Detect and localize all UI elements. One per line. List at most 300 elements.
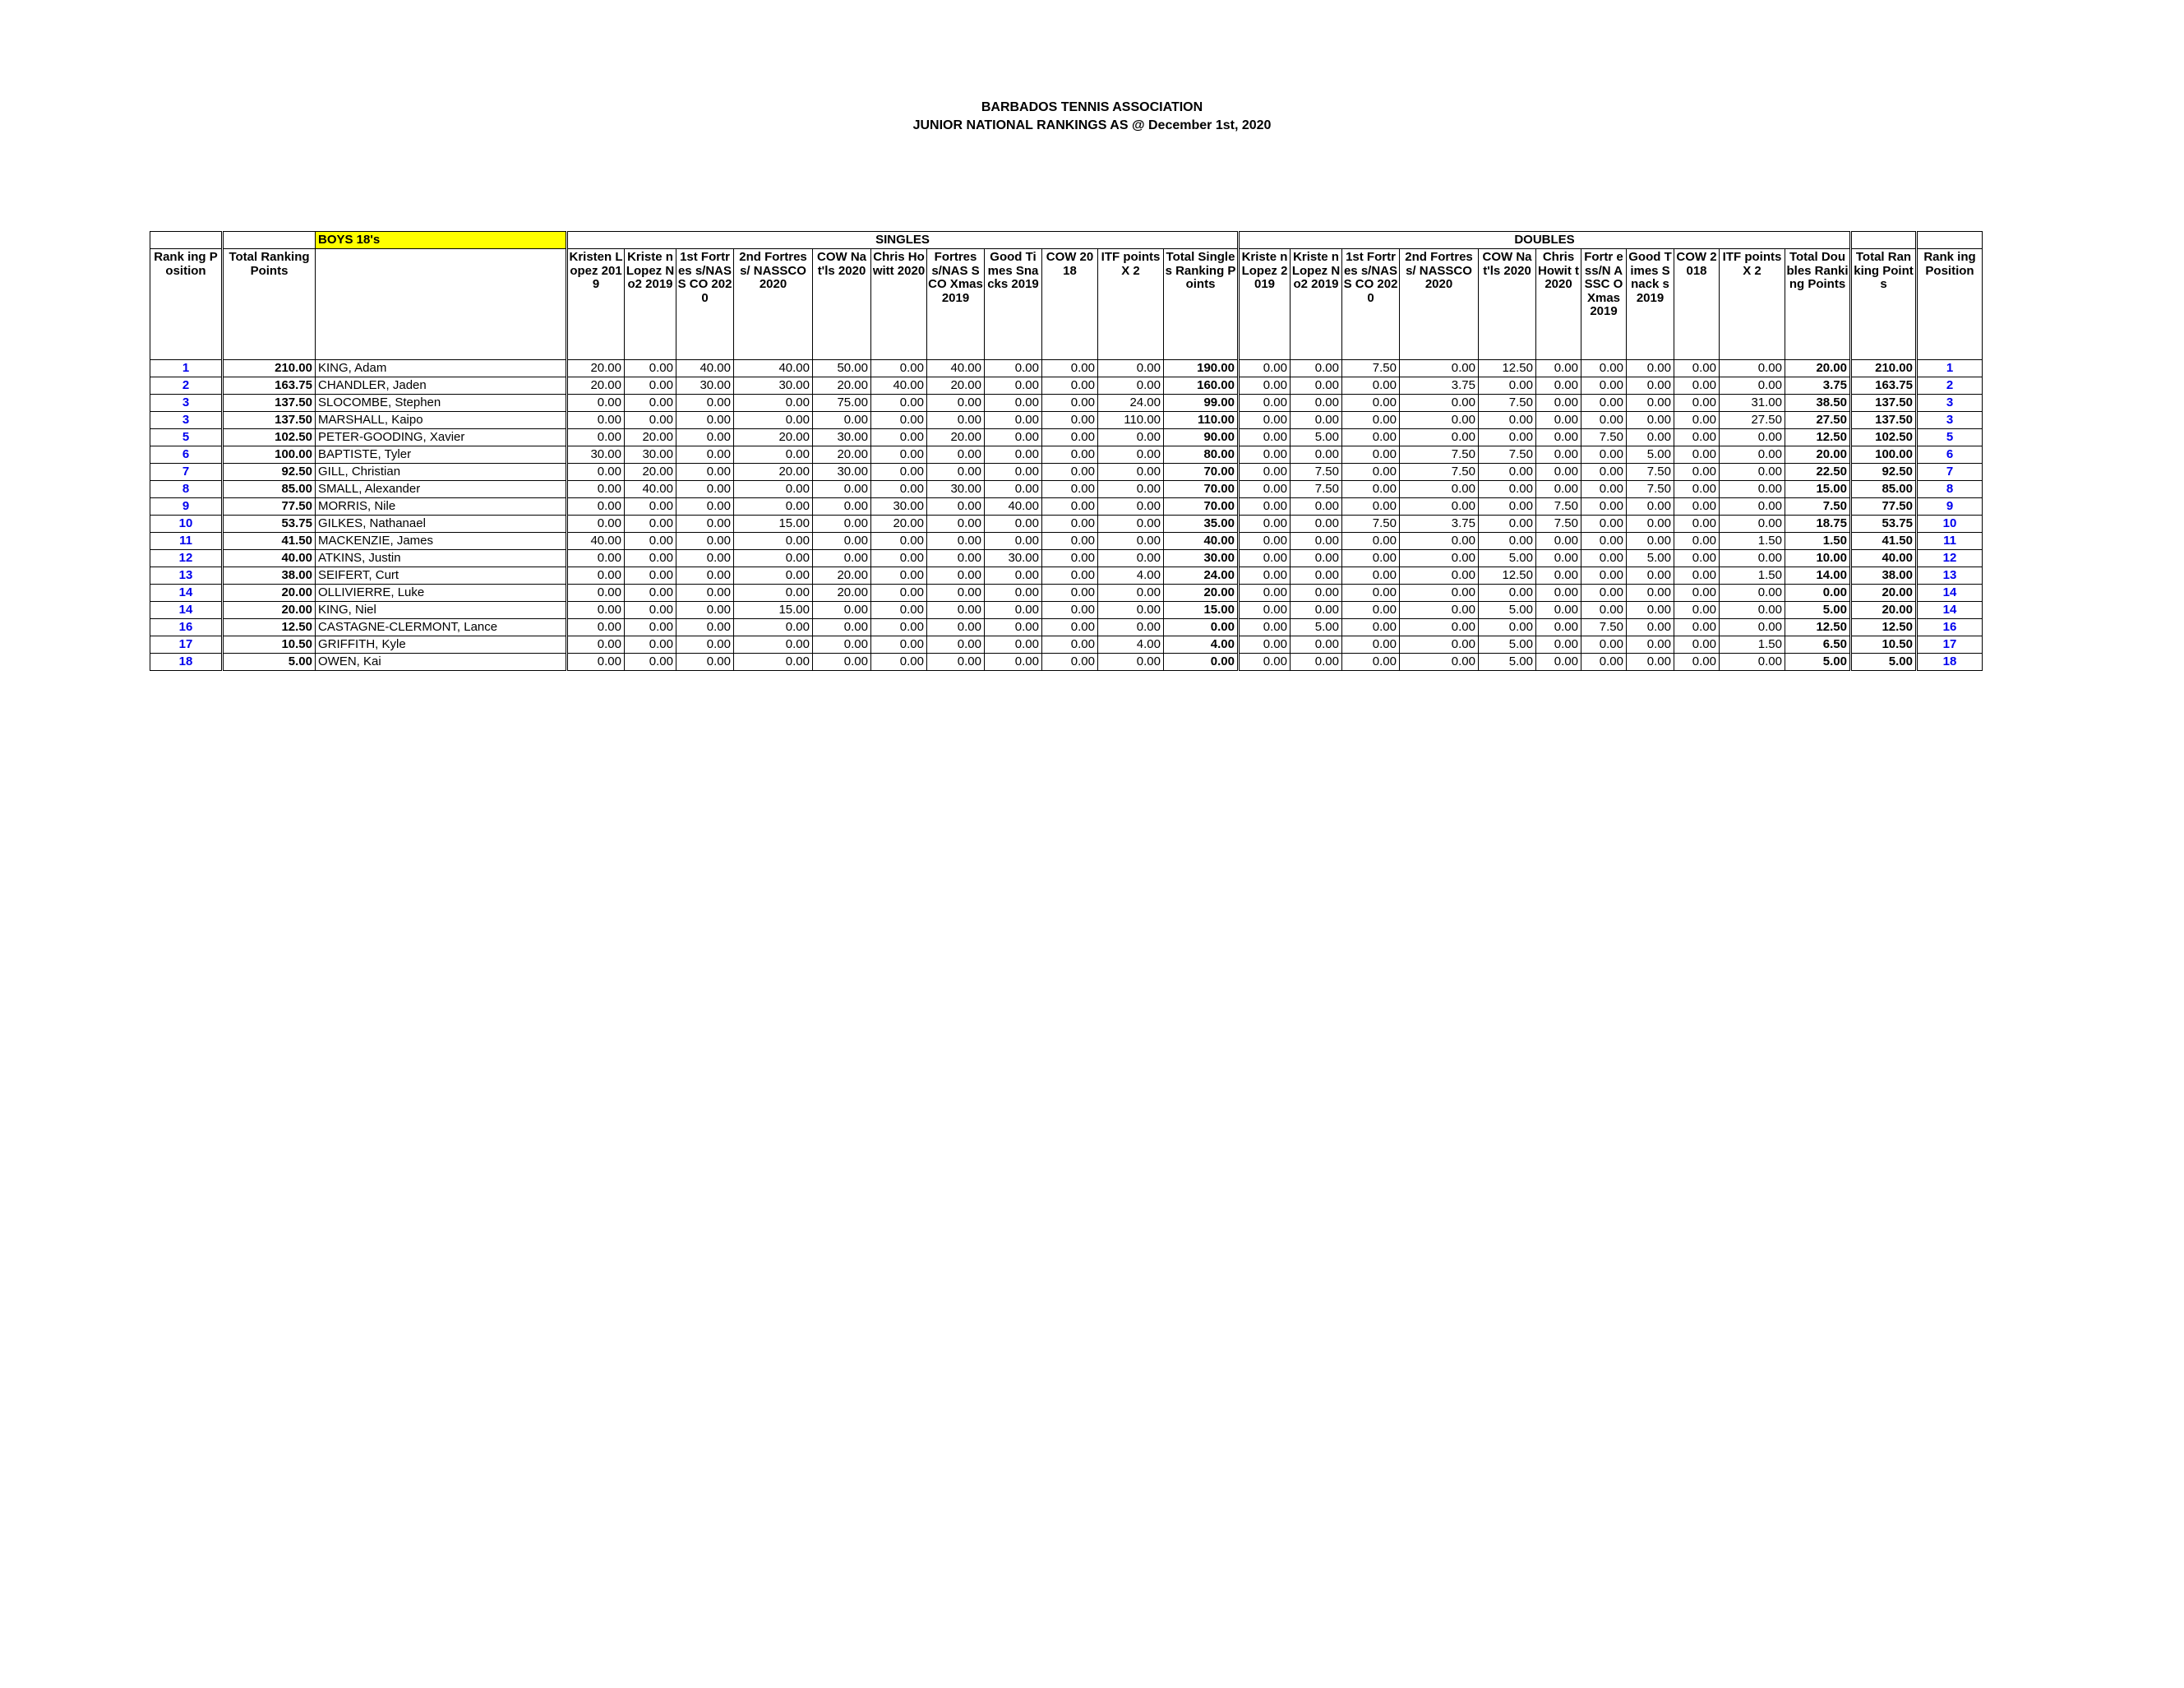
cell-s-fortress-xmas-2019: 0.00 bbox=[927, 602, 985, 619]
cell-d-itf-points: 0.00 bbox=[1720, 585, 1785, 602]
cell-d-2nd-fortress-2020: 0.00 bbox=[1400, 636, 1479, 654]
cell-total-doubles: 14.00 bbox=[1785, 567, 1851, 585]
cell-rank-position: 1 bbox=[150, 360, 223, 377]
cell-d-1st-fortress-2020: 0.00 bbox=[1342, 533, 1400, 550]
cell-s-chris-howitt-2020: 20.00 bbox=[871, 516, 927, 533]
cell-total-points: 210.00 bbox=[223, 360, 316, 377]
header-d-cow-2018: COW 2018 bbox=[1674, 249, 1720, 360]
cell-d-good-times-2019: 0.00 bbox=[1627, 567, 1674, 585]
cell-s-cow-2018: 0.00 bbox=[1042, 602, 1098, 619]
cell-s-kristen-lopez-no2-2019: 0.00 bbox=[625, 412, 676, 429]
cell-d-itf-points: 27.50 bbox=[1720, 412, 1785, 429]
cell-total-doubles: 12.50 bbox=[1785, 429, 1851, 446]
cell-total-ranking-points: 10.50 bbox=[1851, 636, 1917, 654]
cell-rank-position: 6 bbox=[150, 446, 223, 464]
cell-s-kristen-lopez-no2-2019: 0.00 bbox=[625, 550, 676, 567]
cell-d-itf-points: 0.00 bbox=[1720, 498, 1785, 516]
cell-s-itf-points: 0.00 bbox=[1098, 498, 1164, 516]
cell-s-fortress-xmas-2019: 0.00 bbox=[927, 395, 985, 412]
cell-d-2nd-fortress-2020: 0.00 bbox=[1400, 585, 1479, 602]
header-d-kristen-lopez-2019: Kriste n Lopez 2019 bbox=[1239, 249, 1291, 360]
cell-s-kristen-lopez-2019: 0.00 bbox=[567, 516, 625, 533]
cell-rank-position: 11 bbox=[150, 533, 223, 550]
doubles-group-label: DOUBLES bbox=[1239, 232, 1851, 249]
cell-total-points: 5.00 bbox=[223, 654, 316, 671]
cell-s-good-times-2019: 0.00 bbox=[985, 464, 1042, 481]
cell-s-itf-points: 0.00 bbox=[1098, 654, 1164, 671]
cell-d-cow-natls-2020: 7.50 bbox=[1479, 446, 1536, 464]
header-s-fortress-xmas-2019: Fortres s/NAS SCO Xmas 2019 bbox=[927, 249, 985, 360]
table-row bbox=[150, 516, 1983, 533]
cell-total-doubles: 12.50 bbox=[1785, 619, 1851, 636]
cell-s-chris-howitt-2020: 30.00 bbox=[871, 498, 927, 516]
cell-s-good-times-2019: 0.00 bbox=[985, 602, 1042, 619]
cell-s-itf-points: 4.00 bbox=[1098, 636, 1164, 654]
cell-rank-position: 8 bbox=[150, 481, 223, 498]
cell-s-2nd-fortress-2020: 0.00 bbox=[734, 585, 813, 602]
cell-s-1st-fortress-2020: 0.00 bbox=[676, 481, 734, 498]
cell-d-1st-fortress-2020: 0.00 bbox=[1342, 377, 1400, 395]
cell-s-kristen-lopez-2019: 0.00 bbox=[567, 498, 625, 516]
cell-d-cow-natls-2020: 0.00 bbox=[1479, 516, 1536, 533]
cell-d-cow-natls-2020: 0.00 bbox=[1479, 585, 1536, 602]
cell-rank-position-right: 9 bbox=[1917, 498, 1983, 516]
cell-s-chris-howitt-2020: 0.00 bbox=[871, 567, 927, 585]
cell-s-2nd-fortress-2020: 40.00 bbox=[734, 360, 813, 377]
cell-s-chris-howitt-2020: 0.00 bbox=[871, 446, 927, 464]
cell-d-1st-fortress-2020: 7.50 bbox=[1342, 516, 1400, 533]
cell-s-chris-howitt-2020: 0.00 bbox=[871, 654, 927, 671]
cell-s-chris-howitt-2020: 0.00 bbox=[871, 412, 927, 429]
cell-d-itf-points: 0.00 bbox=[1720, 464, 1785, 481]
cell-d-kristen-lopez-2019: 0.00 bbox=[1239, 533, 1291, 550]
cell-d-kristen-lopez-2019: 0.00 bbox=[1239, 360, 1291, 377]
cell-rank-position-right: 12 bbox=[1917, 550, 1983, 567]
cell-d-1st-fortress-2020: 0.00 bbox=[1342, 498, 1400, 516]
cell-s-cow-natls-2020: 0.00 bbox=[813, 498, 871, 516]
table-row bbox=[150, 654, 1983, 671]
cell-s-kristen-lopez-2019: 20.00 bbox=[567, 360, 625, 377]
cell-total-points: 53.75 bbox=[223, 516, 316, 533]
header-total-singles: Total Singles Ranking Points bbox=[1164, 249, 1239, 360]
cell-s-cow-natls-2020: 75.00 bbox=[813, 395, 871, 412]
cell-total-points: 163.75 bbox=[223, 377, 316, 395]
cell-total-points: 41.50 bbox=[223, 533, 316, 550]
cell-s-cow-natls-2020: 0.00 bbox=[813, 550, 871, 567]
cell-s-kristen-lopez-no2-2019: 0.00 bbox=[625, 377, 676, 395]
header-d-1st-fortress-2020: 1st Fortres s/NASS CO 2020 bbox=[1342, 249, 1400, 360]
cell-d-kristen-lopez-no2-2019: 0.00 bbox=[1291, 533, 1342, 550]
cell-s-cow-natls-2020: 20.00 bbox=[813, 585, 871, 602]
header-d-chris-howitt-2020: Chris Howit t 2020 bbox=[1536, 249, 1581, 360]
cell-total-singles: 80.00 bbox=[1164, 446, 1239, 464]
cell-total-doubles: 10.00 bbox=[1785, 550, 1851, 567]
cell-s-good-times-2019: 0.00 bbox=[985, 567, 1042, 585]
cell-s-itf-points: 24.00 bbox=[1098, 395, 1164, 412]
cell-d-chris-howitt-2020: 0.00 bbox=[1536, 446, 1581, 464]
cell-rank-position-right: 14 bbox=[1917, 602, 1983, 619]
table-row bbox=[150, 602, 1983, 619]
cell-d-kristen-lopez-2019: 0.00 bbox=[1239, 481, 1291, 498]
cell-d-cow-natls-2020: 0.00 bbox=[1479, 377, 1536, 395]
cell-rank-position-right: 17 bbox=[1917, 636, 1983, 654]
cell-rank-position-right: 7 bbox=[1917, 464, 1983, 481]
cell-s-2nd-fortress-2020: 0.00 bbox=[734, 446, 813, 464]
cell-s-2nd-fortress-2020: 0.00 bbox=[734, 636, 813, 654]
cell-s-kristen-lopez-2019: 0.00 bbox=[567, 429, 625, 446]
cell-d-1st-fortress-2020: 0.00 bbox=[1342, 550, 1400, 567]
cell-s-itf-points: 0.00 bbox=[1098, 585, 1164, 602]
header-total-doubles: Total Doubles Ranking Points bbox=[1785, 249, 1851, 360]
cell-rank-position: 18 bbox=[150, 654, 223, 671]
cell-s-cow-2018: 0.00 bbox=[1042, 516, 1098, 533]
cell-player-name: SLOCOMBE, Stephen bbox=[316, 395, 567, 412]
cell-total-ranking-points: 41.50 bbox=[1851, 533, 1917, 550]
cell-s-1st-fortress-2020: 0.00 bbox=[676, 619, 734, 636]
cell-s-kristen-lopez-2019: 0.00 bbox=[567, 395, 625, 412]
header-d-fortress-xmas-2019: Fortr ess/N ASSC O Xmas 2019 bbox=[1581, 249, 1627, 360]
cell-d-cow-2018: 0.00 bbox=[1674, 550, 1720, 567]
cell-s-1st-fortress-2020: 0.00 bbox=[676, 395, 734, 412]
cell-s-cow-2018: 0.00 bbox=[1042, 550, 1098, 567]
cell-s-2nd-fortress-2020: 15.00 bbox=[734, 602, 813, 619]
cell-total-points: 102.50 bbox=[223, 429, 316, 446]
cell-d-good-times-2019: 0.00 bbox=[1627, 585, 1674, 602]
cell-d-1st-fortress-2020: 0.00 bbox=[1342, 446, 1400, 464]
cell-s-good-times-2019: 0.00 bbox=[985, 481, 1042, 498]
cell-s-cow-2018: 0.00 bbox=[1042, 377, 1098, 395]
cell-d-kristen-lopez-no2-2019: 0.00 bbox=[1291, 446, 1342, 464]
cell-d-fortress-xmas-2019: 0.00 bbox=[1581, 533, 1627, 550]
table-row bbox=[150, 429, 1983, 446]
cell-d-fortress-xmas-2019: 0.00 bbox=[1581, 498, 1627, 516]
cell-d-cow-2018: 0.00 bbox=[1674, 567, 1720, 585]
cell-s-1st-fortress-2020: 30.00 bbox=[676, 377, 734, 395]
table-row bbox=[150, 533, 1983, 550]
cell-d-chris-howitt-2020: 0.00 bbox=[1536, 654, 1581, 671]
cell-s-2nd-fortress-2020: 20.00 bbox=[734, 429, 813, 446]
cell-d-kristen-lopez-no2-2019: 0.00 bbox=[1291, 550, 1342, 567]
cell-d-cow-2018: 0.00 bbox=[1674, 636, 1720, 654]
cell-s-itf-points: 0.00 bbox=[1098, 602, 1164, 619]
cell-d-1st-fortress-2020: 0.00 bbox=[1342, 654, 1400, 671]
table-row bbox=[150, 377, 1983, 395]
cell-d-kristen-lopez-2019: 0.00 bbox=[1239, 446, 1291, 464]
cell-s-2nd-fortress-2020: 0.00 bbox=[734, 567, 813, 585]
cell-d-2nd-fortress-2020: 0.00 bbox=[1400, 550, 1479, 567]
cell-rank-position: 7 bbox=[150, 464, 223, 481]
cell-total-points: 20.00 bbox=[223, 602, 316, 619]
table-row bbox=[150, 619, 1983, 636]
cell-total-singles: 110.00 bbox=[1164, 412, 1239, 429]
cell-d-good-times-2019: 0.00 bbox=[1627, 429, 1674, 446]
document-subtitle: JUNIOR NATIONAL RANKINGS AS @ December 1st, 2020 bbox=[912, 118, 1272, 132]
cell-d-2nd-fortress-2020: 0.00 bbox=[1400, 498, 1479, 516]
cell-s-good-times-2019: 0.00 bbox=[985, 377, 1042, 395]
cell-d-fortress-xmas-2019: 0.00 bbox=[1581, 360, 1627, 377]
cell-d-1st-fortress-2020: 0.00 bbox=[1342, 395, 1400, 412]
cell-d-kristen-lopez-2019: 0.00 bbox=[1239, 567, 1291, 585]
cell-d-chris-howitt-2020: 0.00 bbox=[1536, 585, 1581, 602]
table-row bbox=[150, 585, 1983, 602]
cell-player-name: ATKINS, Justin bbox=[316, 550, 567, 567]
cell-d-cow-natls-2020: 0.00 bbox=[1479, 481, 1536, 498]
cell-s-1st-fortress-2020: 0.00 bbox=[676, 498, 734, 516]
cell-s-cow-natls-2020: 0.00 bbox=[813, 602, 871, 619]
cell-player-name: GILL, Christian bbox=[316, 464, 567, 481]
document-title: BARBADOS TENNIS ASSOCIATION bbox=[981, 100, 1203, 114]
cell-s-kristen-lopez-2019: 0.00 bbox=[567, 412, 625, 429]
table-row bbox=[150, 464, 1983, 481]
cell-player-name: GILKES, Nathanael bbox=[316, 516, 567, 533]
cell-total-singles: 90.00 bbox=[1164, 429, 1239, 446]
cell-s-kristen-lopez-2019: 20.00 bbox=[567, 377, 625, 395]
cell-s-kristen-lopez-2019: 0.00 bbox=[567, 602, 625, 619]
cell-total-points: 20.00 bbox=[223, 585, 316, 602]
cell-s-cow-2018: 0.00 bbox=[1042, 498, 1098, 516]
cell-d-cow-natls-2020: 0.00 bbox=[1479, 412, 1536, 429]
cell-s-good-times-2019: 0.00 bbox=[985, 533, 1042, 550]
cell-player-name: CASTAGNE-CLERMONT, Lance bbox=[316, 619, 567, 636]
cell-d-2nd-fortress-2020: 0.00 bbox=[1400, 395, 1479, 412]
cell-total-singles: 99.00 bbox=[1164, 395, 1239, 412]
cell-s-2nd-fortress-2020: 15.00 bbox=[734, 516, 813, 533]
cell-d-cow-2018: 0.00 bbox=[1674, 533, 1720, 550]
cell-s-2nd-fortress-2020: 0.00 bbox=[734, 533, 813, 550]
cell-d-fortress-xmas-2019: 0.00 bbox=[1581, 567, 1627, 585]
cell-d-itf-points: 0.00 bbox=[1720, 602, 1785, 619]
cell-s-fortress-xmas-2019: 0.00 bbox=[927, 464, 985, 481]
header-s-chris-howitt-2020: Chris Howitt 2020 bbox=[871, 249, 927, 360]
cell-s-itf-points: 110.00 bbox=[1098, 412, 1164, 429]
cell-s-kristen-lopez-no2-2019: 0.00 bbox=[625, 360, 676, 377]
cell-d-cow-2018: 0.00 bbox=[1674, 429, 1720, 446]
cell-s-cow-2018: 0.00 bbox=[1042, 429, 1098, 446]
cell-total-singles: 15.00 bbox=[1164, 602, 1239, 619]
cell-total-singles: 24.00 bbox=[1164, 567, 1239, 585]
cell-d-cow-2018: 0.00 bbox=[1674, 360, 1720, 377]
cell-d-cow-2018: 0.00 bbox=[1674, 654, 1720, 671]
cell-rank-position: 3 bbox=[150, 395, 223, 412]
cell-d-itf-points: 0.00 bbox=[1720, 360, 1785, 377]
table-row bbox=[150, 550, 1983, 567]
cell-d-cow-2018: 0.00 bbox=[1674, 516, 1720, 533]
cell-d-1st-fortress-2020: 7.50 bbox=[1342, 360, 1400, 377]
cell-d-chris-howitt-2020: 7.50 bbox=[1536, 516, 1581, 533]
cell-rank-position-right: 18 bbox=[1917, 654, 1983, 671]
cell-d-kristen-lopez-no2-2019: 0.00 bbox=[1291, 567, 1342, 585]
cell-d-chris-howitt-2020: 0.00 bbox=[1536, 429, 1581, 446]
cell-rank-position-right: 8 bbox=[1917, 481, 1983, 498]
cell-s-fortress-xmas-2019: 0.00 bbox=[927, 516, 985, 533]
cell-d-cow-2018: 0.00 bbox=[1674, 395, 1720, 412]
cell-total-singles: 160.00 bbox=[1164, 377, 1239, 395]
cell-d-good-times-2019: 7.50 bbox=[1627, 464, 1674, 481]
cell-rank-position: 17 bbox=[150, 636, 223, 654]
cell-d-kristen-lopez-no2-2019: 0.00 bbox=[1291, 498, 1342, 516]
cell-d-1st-fortress-2020: 0.00 bbox=[1342, 464, 1400, 481]
header-s-cow-natls-2020: COW Nat'ls 2020 bbox=[813, 249, 871, 360]
cell-d-itf-points: 31.00 bbox=[1720, 395, 1785, 412]
cell-s-kristen-lopez-no2-2019: 0.00 bbox=[625, 533, 676, 550]
cell-d-kristen-lopez-2019: 0.00 bbox=[1239, 585, 1291, 602]
cell-total-doubles: 20.00 bbox=[1785, 446, 1851, 464]
cell-rank-position-right: 10 bbox=[1917, 516, 1983, 533]
cell-d-2nd-fortress-2020: 0.00 bbox=[1400, 412, 1479, 429]
cell-d-kristen-lopez-no2-2019: 0.00 bbox=[1291, 360, 1342, 377]
cell-d-fortress-xmas-2019: 0.00 bbox=[1581, 412, 1627, 429]
cell-d-1st-fortress-2020: 0.00 bbox=[1342, 412, 1400, 429]
cell-s-chris-howitt-2020: 0.00 bbox=[871, 464, 927, 481]
cell-d-1st-fortress-2020: 0.00 bbox=[1342, 429, 1400, 446]
cell-player-name: MACKENZIE, James bbox=[316, 533, 567, 550]
cell-d-kristen-lopez-2019: 0.00 bbox=[1239, 516, 1291, 533]
cell-total-ranking-points: 137.50 bbox=[1851, 412, 1917, 429]
table-row bbox=[150, 360, 1983, 377]
cell-d-itf-points: 0.00 bbox=[1720, 550, 1785, 567]
cell-s-kristen-lopez-no2-2019: 30.00 bbox=[625, 446, 676, 464]
cell-d-2nd-fortress-2020: 0.00 bbox=[1400, 533, 1479, 550]
cell-d-1st-fortress-2020: 0.00 bbox=[1342, 567, 1400, 585]
cell-total-ranking-points: 77.50 bbox=[1851, 498, 1917, 516]
cell-s-1st-fortress-2020: 0.00 bbox=[676, 602, 734, 619]
cell-s-kristen-lopez-no2-2019: 0.00 bbox=[625, 567, 676, 585]
cell-s-cow-2018: 0.00 bbox=[1042, 533, 1098, 550]
cell-d-cow-natls-2020: 5.00 bbox=[1479, 636, 1536, 654]
cell-d-kristen-lopez-no2-2019: 7.50 bbox=[1291, 464, 1342, 481]
cell-s-kristen-lopez-2019: 40.00 bbox=[567, 533, 625, 550]
cell-d-cow-2018: 0.00 bbox=[1674, 481, 1720, 498]
cell-d-good-times-2019: 0.00 bbox=[1627, 516, 1674, 533]
cell-s-chris-howitt-2020: 40.00 bbox=[871, 377, 927, 395]
cell-d-cow-natls-2020: 5.00 bbox=[1479, 654, 1536, 671]
cell-d-itf-points: 0.00 bbox=[1720, 446, 1785, 464]
table-row bbox=[150, 498, 1983, 516]
cell-d-fortress-xmas-2019: 0.00 bbox=[1581, 481, 1627, 498]
cell-s-1st-fortress-2020: 0.00 bbox=[676, 636, 734, 654]
cell-s-good-times-2019: 0.00 bbox=[985, 412, 1042, 429]
cell-d-2nd-fortress-2020: 0.00 bbox=[1400, 481, 1479, 498]
header-s-itf-points: ITF points X 2 bbox=[1098, 249, 1164, 360]
cell-d-kristen-lopez-2019: 0.00 bbox=[1239, 602, 1291, 619]
cell-total-ranking-points: 137.50 bbox=[1851, 395, 1917, 412]
header-s-2nd-fortress-2020: 2nd Fortress/ NASSCO 2020 bbox=[734, 249, 813, 360]
header-d-cow-natls-2020: COW Nat'ls 2020 bbox=[1479, 249, 1536, 360]
cell-player-name: CHANDLER, Jaden bbox=[316, 377, 567, 395]
cell-d-good-times-2019: 0.00 bbox=[1627, 654, 1674, 671]
cell-rank-position-right: 3 bbox=[1917, 395, 1983, 412]
cell-d-kristen-lopez-2019: 0.00 bbox=[1239, 654, 1291, 671]
cell-d-good-times-2019: 0.00 bbox=[1627, 412, 1674, 429]
cell-d-1st-fortress-2020: 0.00 bbox=[1342, 602, 1400, 619]
cell-d-2nd-fortress-2020: 7.50 bbox=[1400, 464, 1479, 481]
cell-d-chris-howitt-2020: 0.00 bbox=[1536, 377, 1581, 395]
header-d-good-times-2019: Good Times Snack s 2019 bbox=[1627, 249, 1674, 360]
cell-d-kristen-lopez-no2-2019: 0.00 bbox=[1291, 636, 1342, 654]
cell-d-2nd-fortress-2020: 0.00 bbox=[1400, 360, 1479, 377]
cell-d-cow-2018: 0.00 bbox=[1674, 377, 1720, 395]
cell-s-chris-howitt-2020: 0.00 bbox=[871, 550, 927, 567]
cell-total-doubles: 15.00 bbox=[1785, 481, 1851, 498]
cell-d-chris-howitt-2020: 0.00 bbox=[1536, 412, 1581, 429]
cell-total-points: 77.50 bbox=[223, 498, 316, 516]
header-s-good-times-2019: Good Times Snacks 2019 bbox=[985, 249, 1042, 360]
cell-d-cow-2018: 0.00 bbox=[1674, 446, 1720, 464]
cell-d-chris-howitt-2020: 0.00 bbox=[1536, 533, 1581, 550]
cell-d-kristen-lopez-2019: 0.00 bbox=[1239, 464, 1291, 481]
cell-rank-position-right: 2 bbox=[1917, 377, 1983, 395]
cell-s-1st-fortress-2020: 0.00 bbox=[676, 464, 734, 481]
cell-s-chris-howitt-2020: 0.00 bbox=[871, 602, 927, 619]
cell-d-chris-howitt-2020: 0.00 bbox=[1536, 464, 1581, 481]
cell-total-singles: 70.00 bbox=[1164, 498, 1239, 516]
cell-d-itf-points: 1.50 bbox=[1720, 567, 1785, 585]
cell-d-fortress-xmas-2019: 0.00 bbox=[1581, 464, 1627, 481]
cell-s-kristen-lopez-no2-2019: 20.00 bbox=[625, 429, 676, 446]
cell-s-cow-natls-2020: 30.00 bbox=[813, 429, 871, 446]
cell-d-cow-2018: 0.00 bbox=[1674, 412, 1720, 429]
table-row bbox=[150, 395, 1983, 412]
cell-s-cow-natls-2020: 0.00 bbox=[813, 533, 871, 550]
cell-s-kristen-lopez-2019: 0.00 bbox=[567, 550, 625, 567]
cell-d-2nd-fortress-2020: 0.00 bbox=[1400, 429, 1479, 446]
cell-total-ranking-points: 5.00 bbox=[1851, 654, 1917, 671]
cell-d-fortress-xmas-2019: 7.50 bbox=[1581, 429, 1627, 446]
cell-s-kristen-lopez-no2-2019: 0.00 bbox=[625, 636, 676, 654]
cell-d-kristen-lopez-2019: 0.00 bbox=[1239, 636, 1291, 654]
cell-d-kristen-lopez-2019: 0.00 bbox=[1239, 619, 1291, 636]
header-d-2nd-fortress-2020: 2nd Fortress/ NASSCO 2020 bbox=[1400, 249, 1479, 360]
header-total-points: Total Ranking Points bbox=[223, 249, 316, 360]
cell-s-kristen-lopez-2019: 30.00 bbox=[567, 446, 625, 464]
cell-total-points: 12.50 bbox=[223, 619, 316, 636]
cell-s-kristen-lopez-2019: 0.00 bbox=[567, 567, 625, 585]
cell-s-cow-2018: 0.00 bbox=[1042, 464, 1098, 481]
cell-s-2nd-fortress-2020: 0.00 bbox=[734, 412, 813, 429]
cell-player-name: BAPTISTE, Tyler bbox=[316, 446, 567, 464]
cell-s-good-times-2019: 0.00 bbox=[985, 585, 1042, 602]
cell-rank-position: 9 bbox=[150, 498, 223, 516]
cell-player-name: KING, Adam bbox=[316, 360, 567, 377]
cell-s-kristen-lopez-no2-2019: 0.00 bbox=[625, 498, 676, 516]
cell-d-kristen-lopez-no2-2019: 0.00 bbox=[1291, 377, 1342, 395]
cell-total-doubles: 18.75 bbox=[1785, 516, 1851, 533]
cell-d-1st-fortress-2020: 0.00 bbox=[1342, 619, 1400, 636]
table-row bbox=[150, 446, 1983, 464]
cell-s-kristen-lopez-no2-2019: 0.00 bbox=[625, 654, 676, 671]
cell-s-cow-2018: 0.00 bbox=[1042, 395, 1098, 412]
cell-s-fortress-xmas-2019: 30.00 bbox=[927, 481, 985, 498]
cell-d-cow-natls-2020: 12.50 bbox=[1479, 360, 1536, 377]
cell-s-cow-2018: 0.00 bbox=[1042, 619, 1098, 636]
cell-rank-position: 5 bbox=[150, 429, 223, 446]
cell-s-good-times-2019: 40.00 bbox=[985, 498, 1042, 516]
cell-d-cow-2018: 0.00 bbox=[1674, 619, 1720, 636]
cell-d-itf-points: 0.00 bbox=[1720, 377, 1785, 395]
cell-total-ranking-points: 40.00 bbox=[1851, 550, 1917, 567]
cell-s-kristen-lopez-2019: 0.00 bbox=[567, 654, 625, 671]
cell-s-cow-natls-2020: 50.00 bbox=[813, 360, 871, 377]
header-s-cow-2018: COW 2018 bbox=[1042, 249, 1098, 360]
cell-s-1st-fortress-2020: 0.00 bbox=[676, 412, 734, 429]
cell-player-name: SEIFERT, Curt bbox=[316, 567, 567, 585]
cell-s-2nd-fortress-2020: 0.00 bbox=[734, 395, 813, 412]
cell-s-itf-points: 4.00 bbox=[1098, 567, 1164, 585]
group-header-row bbox=[150, 232, 1983, 249]
cell-d-chris-howitt-2020: 0.00 bbox=[1536, 619, 1581, 636]
group-spacer bbox=[223, 232, 316, 249]
cell-total-ranking-points: 20.00 bbox=[1851, 585, 1917, 602]
